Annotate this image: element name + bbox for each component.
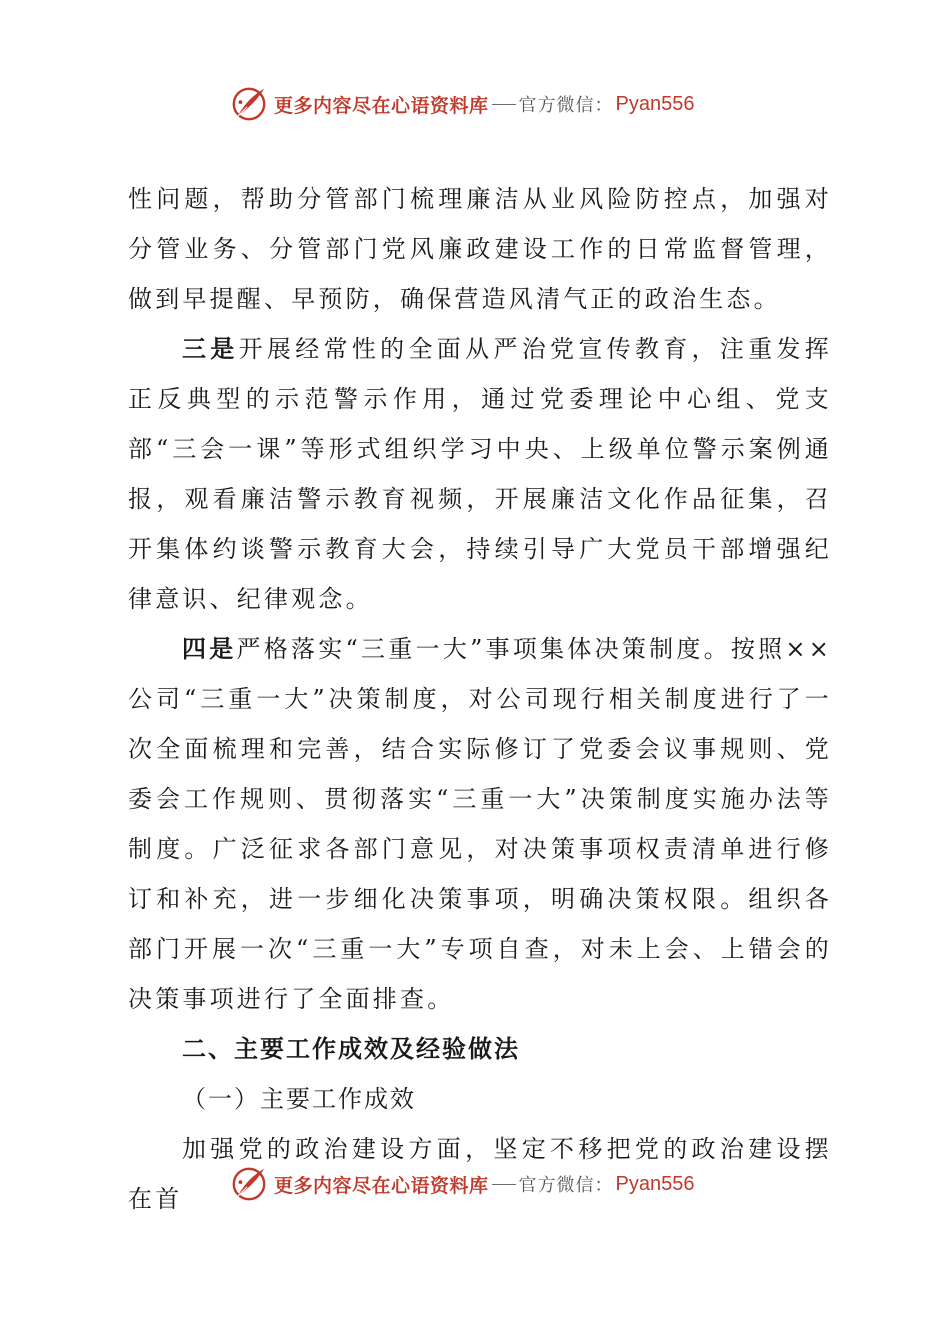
paragraph-text: 开展经常性的全面从严治党宣传教育，注重发挥正反典型的示范警示作用，通过党委理论中心组、党支部“三会一课”等形式组织学习中央、上级单位警示案例通报，观看廉洁警示教育视频，开展廉洁文化作品征集，召开集体约谈警示教育大会，持续引导广大党员干部增强纪律意识、纪律观念。	[128, 335, 832, 613]
header-banner	[230, 84, 694, 124]
section-heading: 二、主要工作成效及经验做法	[182, 1034, 520, 1063]
banner-title: 更多内容尽在心语资料库	[274, 1174, 489, 1197]
paragraph: 加强党的政治建设方面，坚定不移把党的政治建设摆在首	[128, 1135, 832, 1213]
banner-title: 更多内容尽在心语资料库	[274, 94, 489, 117]
paragraph-text: 严格落实“三重一大”事项集体决策制度。按照××公司“三重一大”决策制度，对公司现行相关制度进行了一次全面梳理和完善，结合实际修订了党委会议事规则、党委会工作规则、贯彻落实“三重一大”决策制度实施办法等制度。广泛征求各部门意见，对决策事项权责清单进行修订和补充，进一步细化决策事项，明确决策权限。组织各部门开展一次“三重一大”专项自查，对未上会、上错会的决策事项进行了全面排查。	[128, 635, 832, 1013]
document-body	[128, 174, 832, 1224]
banner-wechat-id: Pyan556	[615, 92, 695, 115]
paragraph: 性问题，帮助分管部门梳理廉洁从业风险防控点，加强对分管业务、分管部门党风廉政建设工作的日常监督管理，做到早提醒、早预防，确保营造风清气正的政治生态。	[128, 185, 832, 313]
paragraph-lead: 四是	[182, 634, 237, 663]
banner-wechat-id: Pyan556	[615, 1172, 695, 1195]
banner-label: 官方微信：	[518, 95, 614, 116]
banner-label: 官方微信：	[518, 1175, 614, 1196]
paragraph	[128, 324, 832, 624]
quill-logo-icon	[230, 1165, 268, 1203]
banner-dash	[492, 104, 516, 105]
footer-banner	[230, 1164, 694, 1204]
quill-logo-icon	[230, 85, 268, 123]
banner-dash	[492, 1184, 516, 1185]
subsection-heading: （一）主要工作成效	[182, 1085, 416, 1113]
paragraph-lead: 三是	[182, 334, 239, 363]
paragraph	[128, 624, 832, 1024]
